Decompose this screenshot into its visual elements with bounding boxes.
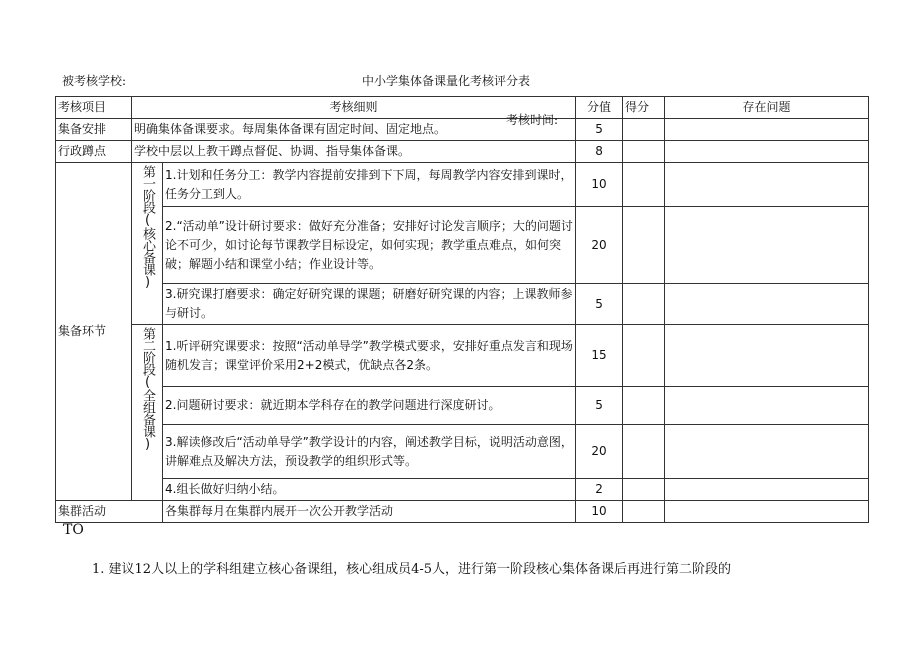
detail-cell: 学校中层以上教干蹲点督促、协调、指导集体备课。 (132, 141, 576, 163)
item-cell: 行政蹲点 (56, 141, 132, 163)
issues-cell[interactable] (665, 425, 869, 479)
detail-cell: 各集群每月在集群内展开一次公开教学活动 (163, 501, 576, 523)
issues-cell[interactable] (665, 163, 869, 207)
score-cell: 5 (576, 284, 623, 325)
detail-cell: 2.问题研讨要求：就近期本学科存在的教学问题进行深度研讨。 (163, 387, 576, 425)
col-header-issues: 存在问题 (665, 97, 869, 119)
got-cell[interactable] (623, 141, 665, 163)
detail-cell: 1.听评研究课要求：按照“活动单导学”教学模式要求，安排好重点发言和现场随机发言；课堂评价采用2+2模式，优缺点各2条。 (163, 325, 576, 387)
stage1-cell (132, 163, 163, 325)
detail-cell: 明确集体备课要求。每周集体备课有固定时间、固定地点。 (132, 119, 576, 141)
detail-cell: 3.解读修改后“活动单导学”教学设计的内容，阐述教学目标，说明活动意图，讲解难点及解决方法，预设教学的组织形式等。 (163, 425, 576, 479)
issues-cell[interactable] (665, 284, 869, 325)
score-cell: 10 (576, 501, 623, 523)
item-cell: 集备安排 (56, 119, 132, 141)
col-header-detail: 考核细则 (132, 97, 576, 119)
got-cell[interactable] (623, 207, 665, 284)
detail-cell: 3.研究课打磨要求：确定好研究课的课题；研磨好研究课的内容；上课教师参与研讨。 (163, 284, 576, 325)
school-label: 被考核学校: (62, 74, 127, 88)
detail-cell: 4.组长做好归纳小结。 (163, 479, 576, 501)
to-text: TO (63, 522, 84, 538)
item-cell: 集群活动 (56, 501, 163, 523)
issues-cell[interactable] (665, 141, 869, 163)
table-row (56, 163, 869, 207)
got-cell[interactable] (623, 501, 665, 523)
table-row (56, 207, 869, 284)
score-cell: 2 (576, 479, 623, 501)
detail-cell: 2.“活动单”设计研讨要求：做好充分准备；安排好讨论发言顺序；大的问题讨论不可少，如讨论每节课教学目标设定，如何实现；教学重点难点，如何突破；解题小结和课堂小结；作业设计等。 (163, 207, 576, 284)
score-cell: 20 (576, 425, 623, 479)
col-header-got: 得分 (623, 97, 665, 119)
score-cell: 5 (576, 387, 623, 425)
score-table (55, 96, 869, 523)
table-row (56, 141, 869, 163)
issues-cell[interactable] (665, 207, 869, 284)
issues-cell[interactable] (665, 387, 869, 425)
score-cell: 10 (576, 163, 623, 207)
col-header-item: 考核项目 (56, 97, 132, 119)
got-cell[interactable] (623, 163, 665, 207)
got-cell[interactable] (623, 284, 665, 325)
footer-note: 1. 建议12人以上的学科组建立核心备课组，核心组成员4-5人，进行第一阶段核心集体备课后再进行第二阶段的 (92, 562, 732, 577)
got-cell[interactable] (623, 119, 665, 141)
score-cell: 5 (576, 119, 623, 141)
issues-cell[interactable] (665, 501, 869, 523)
table-row (56, 479, 869, 501)
time-label: 考核时间: (506, 113, 559, 127)
table-header-row (56, 97, 869, 119)
got-cell[interactable] (623, 325, 665, 387)
table-row (56, 325, 869, 387)
issues-cell[interactable] (665, 479, 869, 501)
issues-cell[interactable] (665, 119, 869, 141)
score-cell: 20 (576, 207, 623, 284)
detail-cell: 1.计划和任务分工：教学内容提前安排到下下周，每周教学内容安排到课时，任务分工到人。 (163, 163, 576, 207)
table-row (56, 284, 869, 325)
page-title: 中小学集体备课量化考核评分表 (362, 74, 531, 88)
stage2-cell (132, 325, 163, 501)
stage1-label: 第一阶段(核心备课) (140, 165, 155, 289)
got-cell[interactable] (623, 425, 665, 479)
table-row (56, 425, 869, 479)
stage2-label: 第二阶段(全组备课) (140, 327, 155, 451)
table-row (56, 119, 869, 141)
table-row (56, 501, 869, 523)
score-cell: 8 (576, 141, 623, 163)
score-cell: 15 (576, 325, 623, 387)
got-cell[interactable] (623, 479, 665, 501)
got-cell[interactable] (623, 387, 665, 425)
col-header-score: 分值 (576, 97, 623, 119)
table-row (56, 387, 869, 425)
group-item-cell: 集备环节 (56, 163, 132, 501)
issues-cell[interactable] (665, 325, 869, 387)
